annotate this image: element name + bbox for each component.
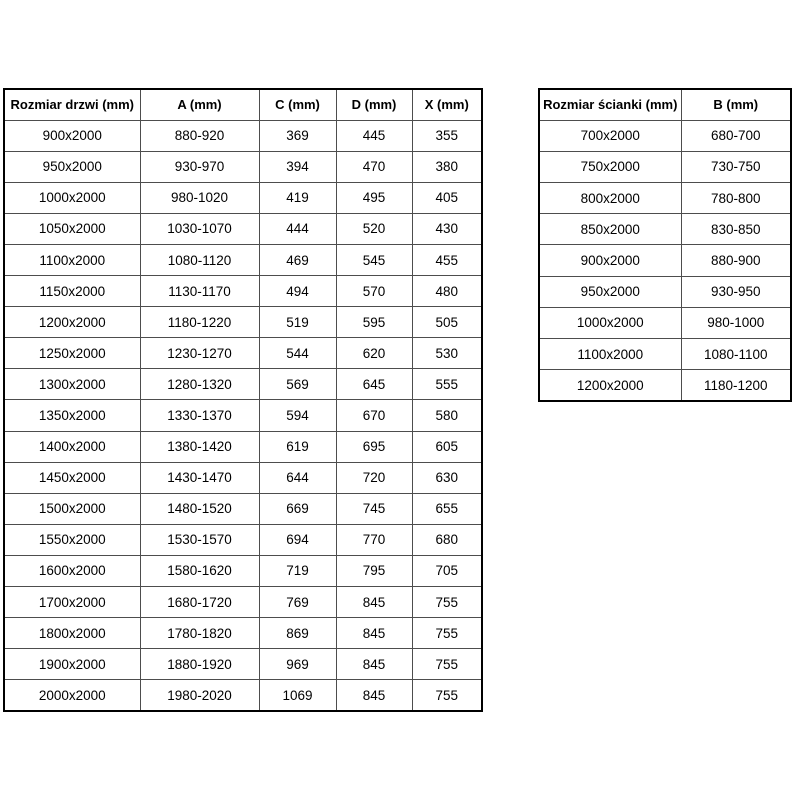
table-cell: 950x2000 <box>539 276 681 307</box>
table-cell: 1150x2000 <box>4 276 140 307</box>
table-cell: 1880-1920 <box>140 649 259 680</box>
table-cell: 1780-1820 <box>140 618 259 649</box>
table-row <box>539 151 791 182</box>
table-cell: 544 <box>259 338 336 369</box>
table-cell: 1450x2000 <box>4 462 140 493</box>
table-row <box>4 649 482 680</box>
table-cell: 780-800 <box>681 183 791 214</box>
column-header: Rozmiar ścianki (mm) <box>539 89 681 120</box>
table-cell: 695 <box>336 431 412 462</box>
table-cell: 755 <box>412 649 482 680</box>
table-row <box>4 120 482 151</box>
table-row <box>539 339 791 370</box>
table-cell: 644 <box>259 462 336 493</box>
table-cell: 830-850 <box>681 214 791 245</box>
column-header: C (mm) <box>259 89 336 120</box>
table-row <box>539 214 791 245</box>
table-row <box>4 680 482 711</box>
table-row <box>4 493 482 524</box>
table-cell: 680 <box>412 524 482 555</box>
table-cell: 1180-1200 <box>681 370 791 401</box>
table-cell: 850x2000 <box>539 214 681 245</box>
table-cell: 755 <box>412 587 482 618</box>
wall-sizes-table <box>538 88 792 402</box>
table-cell: 769 <box>259 587 336 618</box>
column-header: B (mm) <box>681 89 791 120</box>
table-cell: 880-920 <box>140 120 259 151</box>
table-cell: 980-1020 <box>140 182 259 213</box>
table-row <box>4 524 482 555</box>
table-cell: 1250x2000 <box>4 338 140 369</box>
table-cell: 680-700 <box>681 120 791 151</box>
table-row <box>4 151 482 182</box>
table-cell: 880-900 <box>681 245 791 276</box>
table-cell: 655 <box>412 493 482 524</box>
table-row <box>539 370 791 401</box>
table-cell: 694 <box>259 524 336 555</box>
table-cell: 369 <box>259 120 336 151</box>
table-cell: 1430-1470 <box>140 462 259 493</box>
table-row <box>539 307 791 338</box>
table-cell: 1980-2020 <box>140 680 259 711</box>
table-row <box>539 120 791 151</box>
table-row <box>4 462 482 493</box>
table-cell: 745 <box>336 493 412 524</box>
table-row <box>539 276 791 307</box>
table-cell: 570 <box>336 276 412 307</box>
table-cell: 380 <box>412 151 482 182</box>
table-cell: 480 <box>412 276 482 307</box>
table-cell: 519 <box>259 307 336 338</box>
table-cell: 720 <box>336 462 412 493</box>
table-cell: 1900x2000 <box>4 649 140 680</box>
table-cell: 670 <box>336 400 412 431</box>
column-header: Rozmiar drzwi (mm) <box>4 89 140 120</box>
table-cell: 1080-1100 <box>681 339 791 370</box>
table-row <box>4 369 482 400</box>
table-cell: 494 <box>259 276 336 307</box>
table-cell: 969 <box>259 649 336 680</box>
table-cell: 700x2000 <box>539 120 681 151</box>
table-cell: 1700x2000 <box>4 587 140 618</box>
table-row <box>4 244 482 275</box>
table-cell: 555 <box>412 369 482 400</box>
table-cell: 1400x2000 <box>4 431 140 462</box>
table-cell: 845 <box>336 587 412 618</box>
column-header: D (mm) <box>336 89 412 120</box>
table-row <box>4 182 482 213</box>
table-cell: 1580-1620 <box>140 555 259 586</box>
table-cell: 845 <box>336 680 412 711</box>
table-cell: 750x2000 <box>539 151 681 182</box>
door-sizes-table <box>3 88 483 712</box>
table-cell: 930-950 <box>681 276 791 307</box>
table-cell: 645 <box>336 369 412 400</box>
table-cell: 980-1000 <box>681 307 791 338</box>
table-cell: 619 <box>259 431 336 462</box>
table-cell: 545 <box>336 244 412 275</box>
table-cell: 394 <box>259 151 336 182</box>
table-cell: 1000x2000 <box>4 182 140 213</box>
table-row <box>4 307 482 338</box>
table-cell: 1350x2000 <box>4 400 140 431</box>
column-header: A (mm) <box>140 89 259 120</box>
header-row <box>539 89 791 120</box>
table-cell: 405 <box>412 182 482 213</box>
table-cell: 669 <box>259 493 336 524</box>
table-cell: 605 <box>412 431 482 462</box>
table-cell: 1100x2000 <box>539 339 681 370</box>
table-cell: 795 <box>336 555 412 586</box>
table-cell: 719 <box>259 555 336 586</box>
table-cell: 1230-1270 <box>140 338 259 369</box>
table-cell: 505 <box>412 307 482 338</box>
column-header: X (mm) <box>412 89 482 120</box>
table-cell: 594 <box>259 400 336 431</box>
table-cell: 1680-1720 <box>140 587 259 618</box>
table-cell: 419 <box>259 182 336 213</box>
table-cell: 845 <box>336 618 412 649</box>
table-cell: 1300x2000 <box>4 369 140 400</box>
table-cell: 1600x2000 <box>4 555 140 586</box>
table-cell: 1380-1420 <box>140 431 259 462</box>
table-cell: 1080-1120 <box>140 244 259 275</box>
table-cell: 520 <box>336 213 412 244</box>
table-cell: 1000x2000 <box>539 307 681 338</box>
table-cell: 755 <box>412 618 482 649</box>
table-cell: 2000x2000 <box>4 680 140 711</box>
table-row <box>4 400 482 431</box>
table-row <box>4 276 482 307</box>
table-cell: 455 <box>412 244 482 275</box>
table-cell: 595 <box>336 307 412 338</box>
table-cell: 1480-1520 <box>140 493 259 524</box>
table-cell: 445 <box>336 120 412 151</box>
table-cell: 1030-1070 <box>140 213 259 244</box>
table-cell: 1200x2000 <box>4 307 140 338</box>
table-row <box>4 587 482 618</box>
table-cell: 950x2000 <box>4 151 140 182</box>
table-cell: 355 <box>412 120 482 151</box>
table-cell: 1280-1320 <box>140 369 259 400</box>
table-cell: 530 <box>412 338 482 369</box>
table-cell: 470 <box>336 151 412 182</box>
table-cell: 430 <box>412 213 482 244</box>
table-cell: 845 <box>336 649 412 680</box>
table-cell: 900x2000 <box>4 120 140 151</box>
table-cell: 444 <box>259 213 336 244</box>
table-row <box>4 431 482 462</box>
table-cell: 1180-1220 <box>140 307 259 338</box>
table-cell: 930-970 <box>140 151 259 182</box>
table-cell: 900x2000 <box>539 245 681 276</box>
table-cell: 705 <box>412 555 482 586</box>
table-cell: 580 <box>412 400 482 431</box>
table-cell: 1100x2000 <box>4 244 140 275</box>
table-cell: 1530-1570 <box>140 524 259 555</box>
table-cell: 730-750 <box>681 151 791 182</box>
table-row <box>4 618 482 649</box>
table-row <box>539 245 791 276</box>
table-cell: 1550x2000 <box>4 524 140 555</box>
header-row <box>4 89 482 120</box>
table-cell: 620 <box>336 338 412 369</box>
table-cell: 770 <box>336 524 412 555</box>
table-cell: 869 <box>259 618 336 649</box>
table-cell: 1130-1170 <box>140 276 259 307</box>
table-cell: 1800x2000 <box>4 618 140 649</box>
table-row <box>4 213 482 244</box>
table-cell: 495 <box>336 182 412 213</box>
table-cell: 1069 <box>259 680 336 711</box>
table-cell: 569 <box>259 369 336 400</box>
table-cell: 800x2000 <box>539 183 681 214</box>
table-cell: 1050x2000 <box>4 213 140 244</box>
table-row <box>4 338 482 369</box>
table-cell: 630 <box>412 462 482 493</box>
table-row <box>4 555 482 586</box>
table-cell: 1500x2000 <box>4 493 140 524</box>
table-cell: 1200x2000 <box>539 370 681 401</box>
table-cell: 469 <box>259 244 336 275</box>
table-row <box>539 183 791 214</box>
table-cell: 1330-1370 <box>140 400 259 431</box>
table-cell: 755 <box>412 680 482 711</box>
